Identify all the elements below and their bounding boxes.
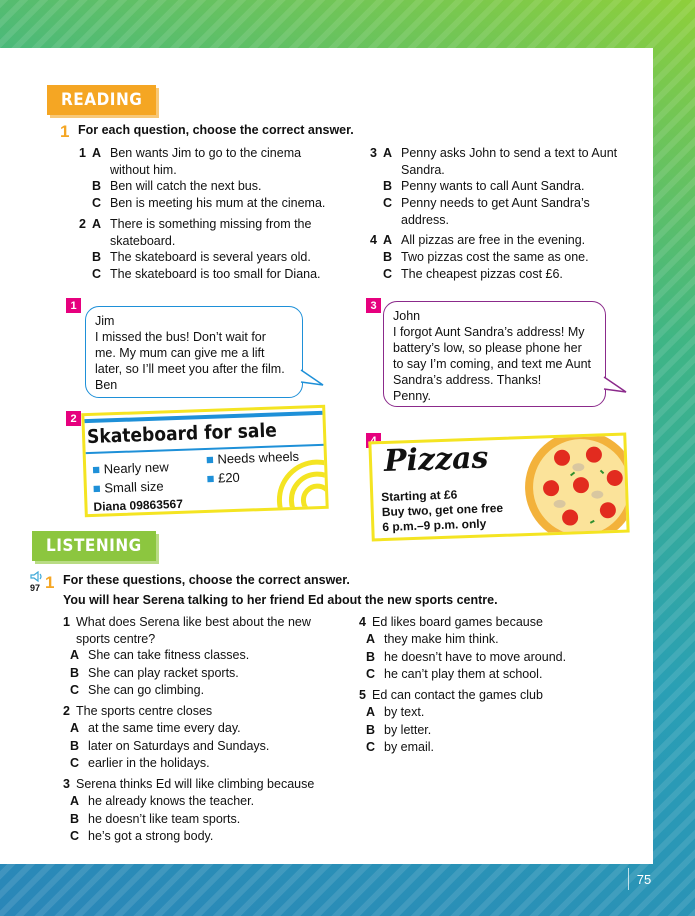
listening-q4-a[interactable]: A they make him think. — [366, 632, 499, 646]
reading-q4-a[interactable]: 4 A All pizzas are free in the evening. — [370, 233, 586, 247]
skateboard-ad — [81, 405, 328, 517]
listening-q3-c[interactable]: C he’s got a strong body. — [70, 829, 214, 843]
listening-q5-stem: 5 Ed can contact the games club — [359, 688, 543, 702]
reading-tag: READING — [47, 85, 156, 115]
text-3-bubble-tail — [603, 375, 629, 395]
listening-q5-a[interactable]: A by text. — [366, 705, 425, 719]
listening-q5-b[interactable]: B by letter. — [366, 723, 432, 737]
reading-q2-c[interactable]: C The skateboard is too small for Diana. — [92, 267, 321, 281]
listening-instruction-1: For these questions, choose the correct answer. — [63, 573, 350, 587]
bullet-icon: ■ — [206, 470, 219, 486]
text-1-line: Ben — [95, 378, 118, 392]
reading-q4-b[interactable]: B Two pizzas cost the same as one. — [383, 250, 589, 264]
reading-q3-b[interactable]: B Penny wants to call Aunt Sandra. — [383, 179, 585, 193]
text-3-line: Sandra’s address. Thanks! — [393, 373, 542, 387]
reading-q1-a[interactable]: 1 A Ben wants Jim to go to the cinema without him. — [79, 146, 302, 177]
text-2-badge: 2 — [66, 411, 81, 426]
ad-item: Needs wheels — [217, 448, 300, 467]
text-1-line: I missed the bus! Don’t wait for — [95, 330, 266, 344]
listening-q2-a[interactable]: A at the same time every day. — [70, 721, 241, 735]
reading-q4-c[interactable]: C The cheapest pizzas cost £6. — [383, 267, 563, 281]
reading-instruction: For each question, choose the correct answer. — [78, 123, 354, 137]
text-1-line: later, so I’ll meet you after the film. — [95, 362, 285, 376]
audio-track-number: 97 — [30, 583, 41, 593]
listening-q3-b[interactable]: B he doesn’t like team sports. — [70, 812, 241, 826]
listening-q1-b[interactable]: B She can play racket sports. — [70, 666, 239, 680]
listening-q1-stem: 1 What does Serena like best about the new sports centre? — [63, 615, 311, 646]
text-3-line: I forgot Aunt Sandra’s address! My — [393, 325, 585, 339]
ad-item: Small size — [104, 478, 164, 496]
ad-item: £20 — [217, 469, 241, 486]
listening-q2-b[interactable]: B later on Saturdays and Sundays. — [70, 739, 270, 753]
listening-instruction-2: You will hear Serena talking to her friend Ed about the new sports centre. — [63, 593, 498, 607]
page-number: 75 — [628, 868, 659, 890]
listening-q3-stem: 3 Serena thinks Ed will like climbing because — [63, 777, 315, 791]
skateboard-ad-title: Skateboard for sale — [86, 419, 278, 449]
listening-tag: LISTENING — [32, 531, 156, 561]
reading-q1-c[interactable]: C Ben is meeting his mum at the cinema. — [92, 196, 326, 210]
reading-q2-a[interactable]: 2 A There is something missing from the skateboard. — [79, 217, 312, 248]
listening-q1-a[interactable]: A She can take fitness classes. — [70, 648, 250, 662]
text-1-message-bubble — [85, 306, 303, 398]
text-3-line: Penny. — [393, 389, 431, 403]
reading-question-number: 1 — [60, 122, 70, 141]
listening-q4-stem: 4 Ed likes board games because — [359, 615, 543, 629]
ad-contact: Diana 09863567 — [93, 496, 184, 514]
text-1-line: me. My mum can give me a lift — [95, 346, 265, 360]
reading-q1-b[interactable]: B Ben will catch the next bus. — [92, 179, 262, 193]
text-3-line: battery’s low, so please phone her — [393, 341, 582, 355]
listening-q2-stem: 2 The sports centre closes — [63, 704, 213, 718]
reading-q3-a[interactable]: 3 A Penny asks John to send a text to Aunt Sandra. — [370, 146, 618, 177]
listening-q1-c[interactable]: C She can go climbing. — [70, 683, 205, 697]
text-3-badge: 3 — [366, 298, 381, 313]
text-1-bubble-tail — [300, 368, 326, 388]
text-3-line: to say I’m coming, and text me Aunt — [393, 357, 592, 371]
pizza-ad-line: Buy two, get one free — [381, 500, 504, 520]
pizza-icon — [509, 433, 630, 542]
pizza-ad — [368, 433, 629, 542]
text-3-message-bubble — [383, 301, 606, 407]
listening-q4-b[interactable]: B he doesn’t have to move around. — [366, 650, 567, 664]
audio-icon[interactable] — [30, 571, 44, 582]
bullet-icon: ■ — [92, 480, 105, 496]
listening-question-number: 1 — [45, 573, 55, 592]
reading-q2-b[interactable]: B The skateboard is several years old. — [92, 250, 311, 264]
listening-q3-a[interactable]: A he already knows the teacher. — [70, 794, 255, 808]
bullet-icon: ■ — [205, 451, 218, 467]
listening-q5-c[interactable]: C by email. — [366, 740, 435, 754]
pizza-ad-line: 6 p.m.–9 p.m. only — [382, 516, 487, 535]
text-1-line: Jim — [95, 314, 115, 328]
bullet-icon: ■ — [91, 461, 104, 477]
listening-q2-c[interactable]: C earlier in the holidays. — [70, 756, 210, 770]
pizza-ad-line: Starting at £6 — [381, 487, 458, 505]
pizza-ad-title: Pizzas — [383, 440, 489, 479]
listening-q4-c[interactable]: C he can’t play them at school. — [366, 667, 543, 681]
text-3-line: John — [393, 309, 421, 323]
ad-item: Nearly new — [103, 459, 169, 477]
text-1-badge: 1 — [66, 298, 81, 313]
reading-q3-c[interactable]: C Penny needs to get Aunt Sandra’s address. — [383, 196, 590, 227]
